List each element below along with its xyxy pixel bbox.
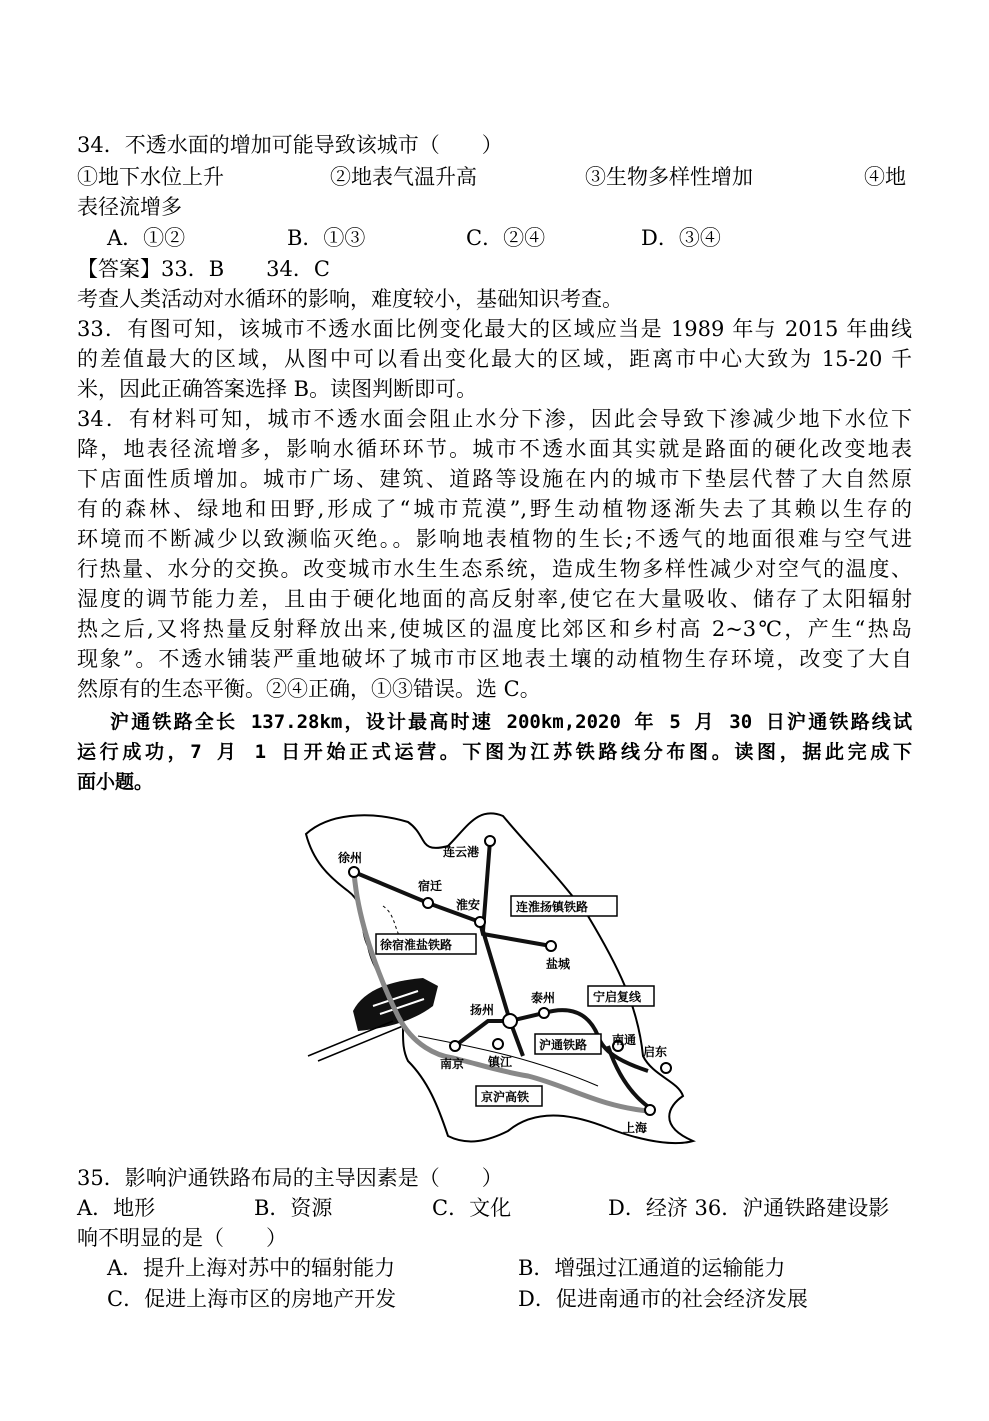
q36-option-a: A．提升上海对苏中的辐射能力 bbox=[107, 1256, 396, 1280]
q36-option-d: D．促进南通市的社会经济发展 bbox=[518, 1287, 808, 1311]
q35-stem: 35．影响沪通铁路布局的主导因素是（ ） bbox=[77, 1166, 503, 1190]
city-dot-zhenjiang bbox=[493, 1039, 503, 1049]
q35-option-d: D．经济 36．沪通铁路建设影 bbox=[608, 1196, 890, 1220]
intro-line: 沪通铁路全长 137.28km，设计最高时速 200km,2020 年 5 月 30 日沪通铁路线试 bbox=[110, 711, 912, 733]
q35-option-b: B．资源 bbox=[254, 1196, 333, 1220]
answer-line: 【答案】33．B 34．C bbox=[77, 257, 330, 281]
city-dot-xuzhou bbox=[349, 867, 359, 877]
city-dot-suqian bbox=[423, 898, 433, 908]
city-dot-shanghai bbox=[645, 1105, 655, 1115]
q34-option-b: B．①③ bbox=[287, 226, 366, 250]
explain-line: 33．有图可知，该城市不透水面比例变化最大的区域应当是 1989 年与 2015 年曲线 bbox=[77, 317, 912, 341]
city-label: 盐城 bbox=[546, 957, 571, 971]
q34-option-a: A．①② bbox=[107, 226, 186, 250]
q36-option-c: C．促进上海市区的房地产开发 bbox=[107, 1287, 397, 1311]
city-label: 连云港 bbox=[443, 845, 480, 859]
q34-statement-4a: ④地 bbox=[864, 165, 906, 189]
q34-statement-2: ②地表气温升高 bbox=[330, 165, 477, 189]
city-label: 上海 bbox=[623, 1121, 648, 1135]
city-dot-huaian bbox=[475, 917, 485, 927]
explain-line: 考查人类活动对水循环的影响，难度较小，基础知识考查。 bbox=[77, 287, 623, 311]
city-label: 泰州 bbox=[531, 991, 556, 1005]
city-label: 徐州 bbox=[338, 851, 363, 865]
city-label: 启东 bbox=[643, 1045, 668, 1059]
explain-line: 热之后,又将热量反射释放出来,使城区的温度比郊区和乡村高 2~3℃，产生“热岛 bbox=[77, 617, 912, 641]
city-label: 镇江 bbox=[488, 1055, 513, 1069]
city-label: 南通 bbox=[612, 1033, 637, 1047]
explain-line: 下店面性质增加。城市广场、建筑、道路等设施在内的城市下垫层代替了大自然原 bbox=[77, 467, 912, 491]
city-dot-lianyungang bbox=[485, 836, 495, 846]
explain-line: 米，因此正确答案选择 B。读图判断即可。 bbox=[77, 377, 478, 401]
city-dot-taizhou bbox=[539, 1008, 549, 1018]
explain-line: 湿度的调节能力差，且由于硬化地面的高反射率,使它在大量吸收、储存了太阳辐射 bbox=[77, 587, 912, 611]
explain-line: 有的森林、绿地和田野,形成了“城市荒漠”,野生动植物逐渐失去了其赖以生存的 bbox=[77, 497, 912, 521]
explain-line: 行热量、水分的交换。改变城市水生生态系统，造成生物多样性减少对空气的温度、 bbox=[77, 557, 912, 581]
line-label: 徐宿淮盐铁路 bbox=[380, 938, 453, 952]
jiangsu-railway-map bbox=[298, 806, 718, 1148]
city-label: 扬州 bbox=[470, 1003, 495, 1017]
q35-option-a: A．地形 bbox=[77, 1196, 156, 1220]
q34-statement-3: ③生物多样性增加 bbox=[585, 165, 753, 189]
q34-option-d: D．③④ bbox=[641, 226, 721, 250]
city-dot-nanjing bbox=[450, 1041, 460, 1051]
explain-line: 然原有的生态平衡。②④正确，①③错误。选 C。 bbox=[77, 677, 541, 701]
explain-line: 环境而不断减少以致濒临灭绝。。影响地表植物的生长;不透气的地面很难与空气进 bbox=[77, 527, 912, 551]
city-dot-yancheng bbox=[546, 941, 556, 951]
line-label: 京沪高铁 bbox=[481, 1090, 530, 1104]
intro-line: 面小题。 bbox=[77, 771, 154, 793]
line-label: 沪通铁路 bbox=[539, 1038, 588, 1052]
q35-option-c: C．文化 bbox=[432, 1196, 512, 1220]
q34-option-c: C．②④ bbox=[466, 226, 546, 250]
explain-line: 的差值最大的区域，从图中可以看出变化最大的区域，距离市中心大致为 15-20 千 bbox=[77, 347, 912, 371]
explain-line: 现象”。不透水铺装严重地破坏了城市市区地表土壤的动植物生存环境，改变了大自 bbox=[77, 647, 912, 671]
intro-line: 运行成功，7 月 1 日开始正式运营。下图为江苏铁路线分布图。读图，据此完成下 bbox=[77, 741, 912, 763]
q34-stem: 34．不透水面的增加可能导致该城市（ ） bbox=[77, 133, 503, 157]
q36-stem: 响不明显的是（ ） bbox=[77, 1226, 287, 1250]
city-label: 淮安 bbox=[456, 898, 481, 912]
city-dot-yangzhou bbox=[503, 1014, 517, 1028]
city-label: 南京 bbox=[440, 1057, 465, 1071]
line-label: 宁启复线 bbox=[593, 990, 642, 1004]
city-dot-qidong bbox=[661, 1063, 671, 1073]
explain-line: 34．有材料可知，城市不透水面会阻止水分下渗，因此会导致下渗减少地下水位下 bbox=[77, 407, 912, 431]
explain-line: 降，地表径流增多，影响水循环环节。城市不透水面其实就是路面的硬化改变地表 bbox=[77, 437, 912, 461]
q34-statement-4b: 表径流增多 bbox=[77, 195, 182, 219]
line-label: 连淮扬镇铁路 bbox=[516, 900, 589, 914]
city-label: 宿迁 bbox=[418, 879, 443, 893]
q34-statement-1: ①地下水位上升 bbox=[77, 165, 224, 189]
q36-option-b: B．增强过江通道的运输能力 bbox=[518, 1256, 786, 1280]
